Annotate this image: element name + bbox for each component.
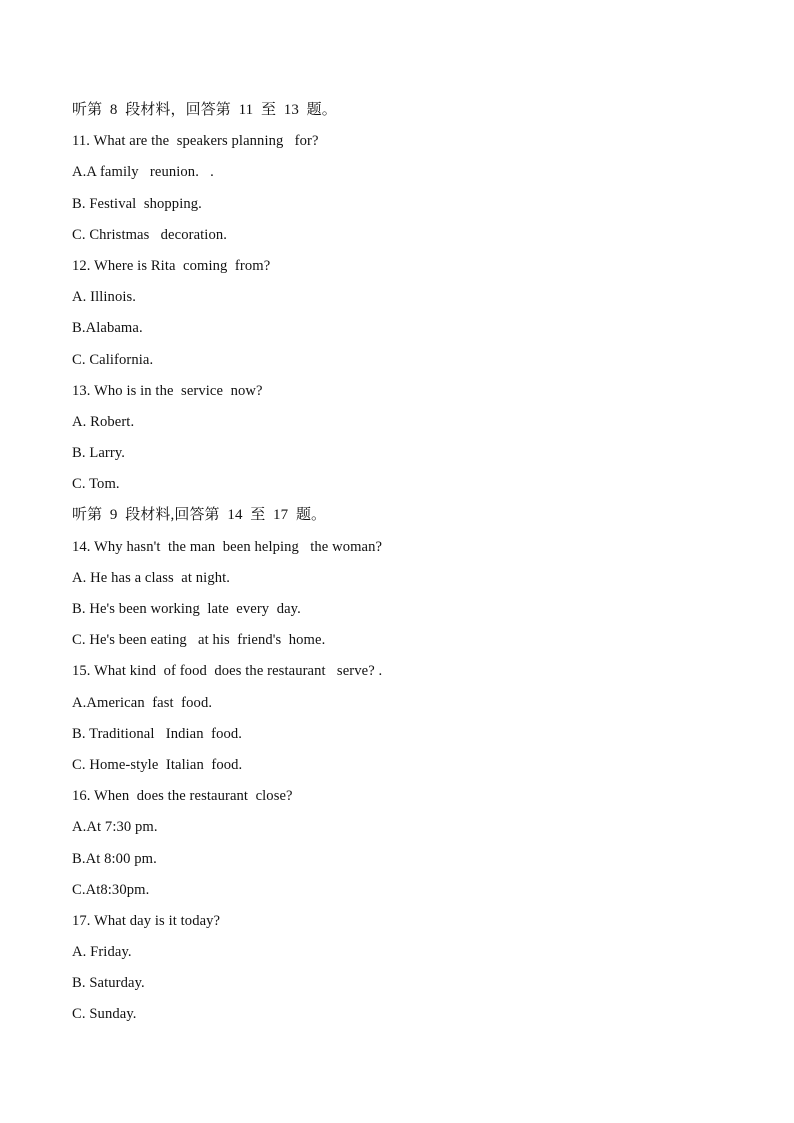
answer-option: C.At8:30pm. (72, 881, 150, 898)
answer-option: C. Tom. (72, 476, 120, 493)
section-heading: 听第 9 段材料,回答第 14 至 17 题。 (72, 507, 327, 524)
question-stem: 13. Who is in the service now? (72, 382, 263, 399)
question-stem: 15. What kind of food does the restaurant serve? . (72, 663, 383, 680)
answer-option: A. He has a class at night. (72, 569, 231, 586)
section-heading: 听第 8 段材料，回答第 11 至 13 题。 (72, 102, 337, 118)
answer-option: C. Christmas decoration. (72, 226, 228, 243)
answer-option: C. California. (72, 351, 154, 368)
question-stem: 14. Why hasn't the man been helping the woman? (72, 538, 383, 555)
answer-option: A. Robert. (72, 413, 135, 430)
answer-option: A. Illinois. (72, 289, 137, 306)
answer-option: C. Home-style Italian food. (72, 756, 243, 773)
question-stem: 11. What are the speakers planning for? (72, 133, 319, 150)
answer-option: C. Sunday. (72, 1006, 137, 1023)
answer-option: A. Friday. (72, 944, 132, 961)
answer-option: C. He's been eating at his friend's home. (72, 632, 326, 649)
answer-option: A.A family reunion. . (72, 164, 214, 181)
answer-option: B. He's been working late every day. (72, 601, 301, 617)
question-stem: 16. When does the restaurant close? (72, 788, 293, 805)
answer-option: B. Saturday. (72, 975, 145, 992)
question-stem: 12. Where is Rita coming from? (72, 257, 271, 274)
answer-option: A.At 7:30 pm. (72, 819, 158, 836)
document-page (72, 98, 732, 1034)
answer-option: B. Festival shopping. (72, 195, 202, 212)
answer-option: B. Larry. (72, 445, 126, 462)
answer-option: B. Traditional Indian food. (72, 725, 243, 742)
answer-option: B.Alabama. (72, 320, 143, 337)
question-stem: 17. What day is it today? (72, 912, 221, 929)
answer-option: B.At 8:00 pm. (72, 850, 157, 867)
answer-option: A.American fast food. (72, 694, 213, 711)
